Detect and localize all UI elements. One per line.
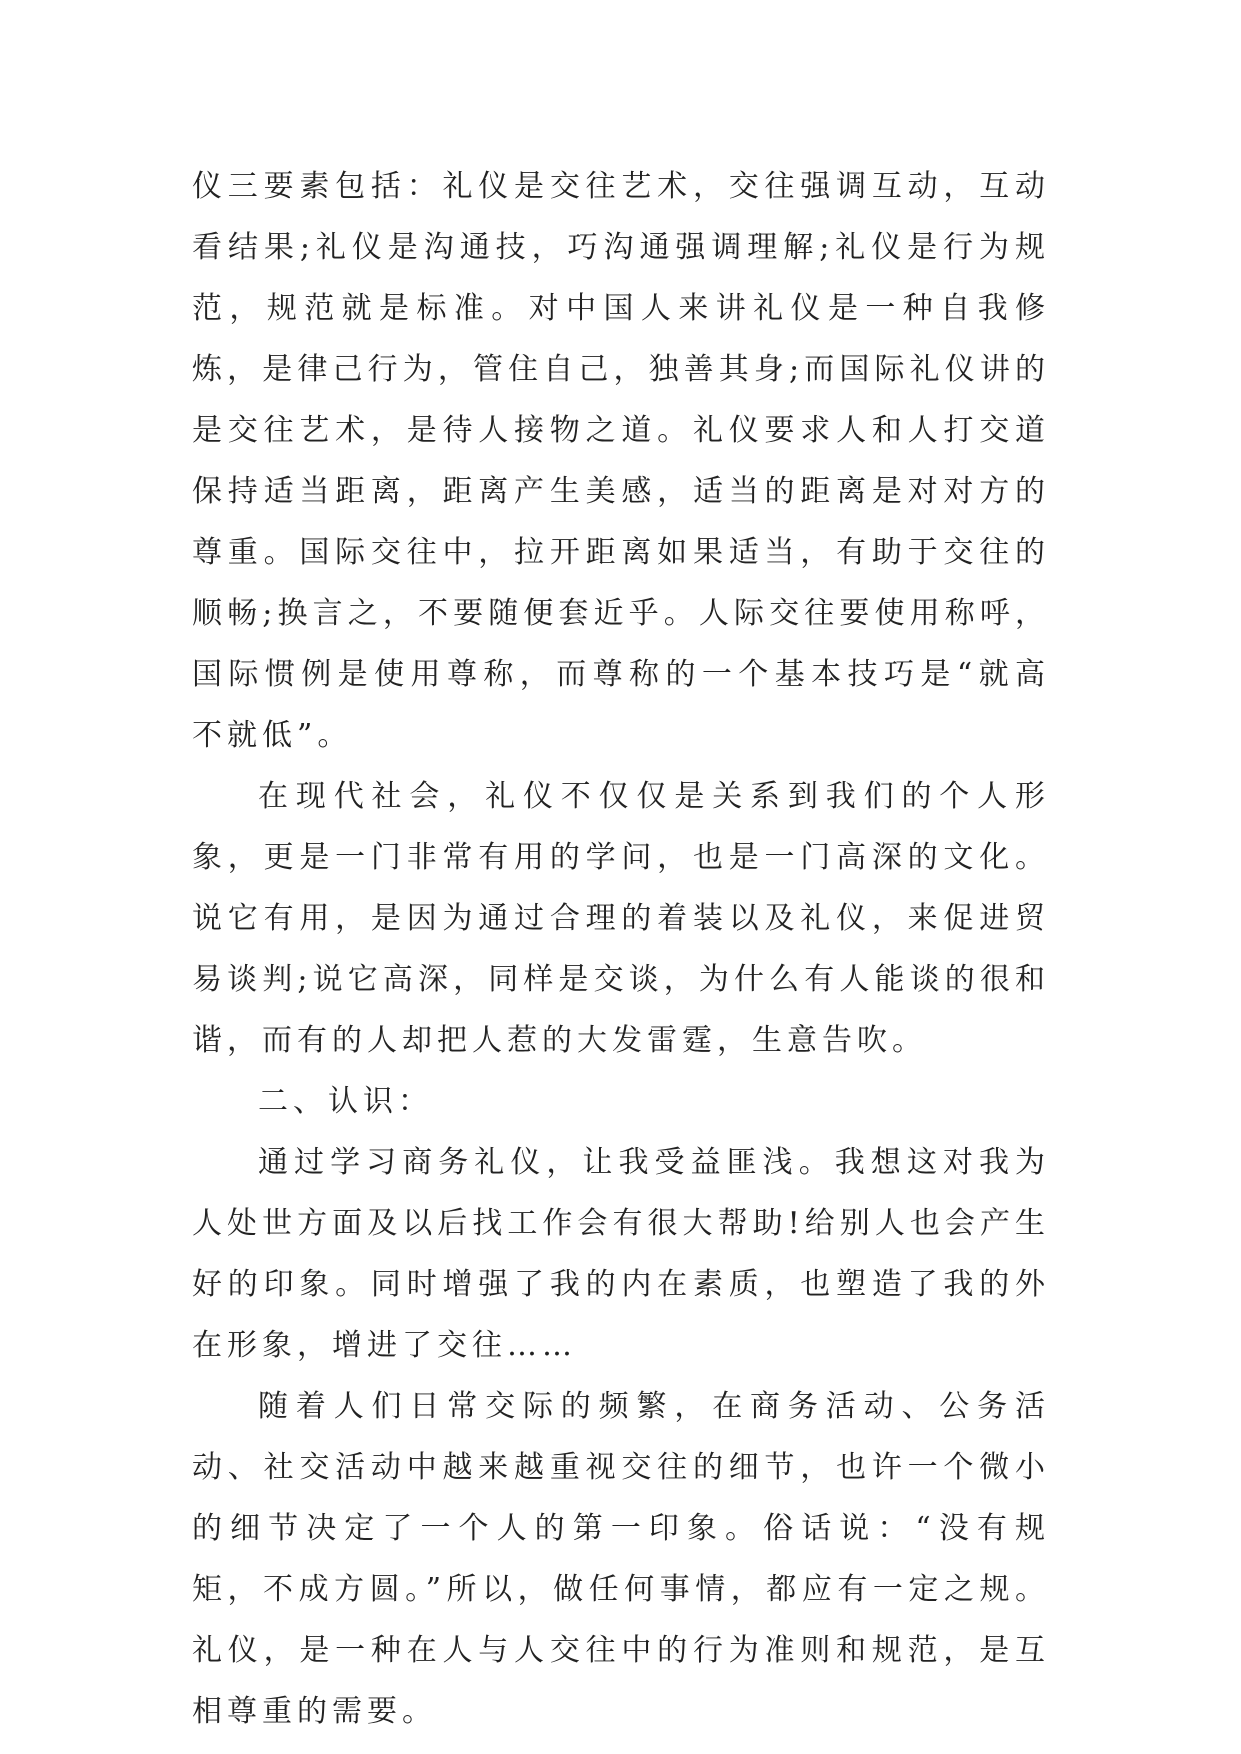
section-heading-understanding: 二、认识：	[258, 1084, 433, 1119]
paragraph-learning-benefits: 通过学习商务礼仪，让我受益匪浅。我想这对我为人处世方面及以后找工作会有很大帮助!给别人也会产生好的印象。同时增强了我的内在素质，也塑造了我的外在形象，增进了交往……	[192, 1145, 1050, 1363]
paragraph-modern-society: 在现代社会，礼仪不仅仅是关系到我们的个人形象，更是一门非常有用的学问，也是一门高深的文化。说它有用，是因为通过合理的着装以及礼仪，来促进贸易谈判;说它高深，同样是交谈，为什么有人能谈的很和谐，而有的人却把人惹的大发雷霆，生意告吹。	[192, 779, 1050, 1058]
paragraph-social-details: 随着人们日常交际的频繁，在商务活动、公务活动、社交活动中越来越重视交往的细节，也许一个微小的细节决定了一个人的第一印象。俗话说：“没有规矩，不成方圆。”所以，做任何事情，都应有一定之规。礼仪，是一种在人与人交往中的行为准则和规范，是互相尊重的需要。	[192, 1389, 1050, 1729]
paragraph-etiquette-elements: 仪三要素包括：礼仪是交往艺术，交往强调互动，互动看结果;礼仪是沟通技，巧沟通强调理解;礼仪是行为规范，规范就是标准。对中国人来讲礼仪是一种自我修炼，是律己行为，管住自己，独善其身;而国际礼仪讲的是交往艺术，是待人接物之道。礼仪要求人和人打交道保持适当距离，距离产生美感，适当的距离是对对方的尊重。国际交往中，拉开距离如果适当，有助于交往的顺畅;换言之，不要随便套近乎。人际交往要使用称呼，国际惯例是使用尊称，而尊称的一个基本技巧是“就高不就低”。	[192, 169, 1050, 753]
document-body	[192, 156, 1050, 1742]
